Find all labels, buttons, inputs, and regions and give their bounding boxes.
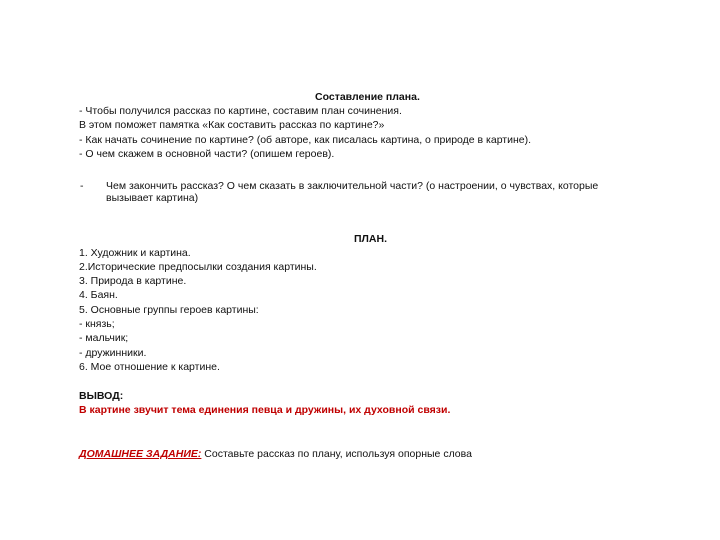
conclusion-label: ВЫВОД: <box>79 390 124 402</box>
homework-label: ДОМАШНЕЕ ЗАДАНИЕ: <box>79 448 202 460</box>
plan-title: ПЛАН. <box>354 233 387 245</box>
intro-line: В этом поможет памятка «Как составить рассказ по картине?» <box>79 119 385 131</box>
plan-subitem: - дружинники. <box>79 347 147 359</box>
plan-item: 6. Мое отношение к картине. <box>79 361 220 373</box>
section-title: Составление плана. <box>315 91 420 103</box>
plan-item: 1. Художник и картина. <box>79 247 191 259</box>
bullet-dash: - <box>80 180 84 192</box>
intro-line: - Чтобы получился рассказ по картине, составим план сочинения. <box>79 105 402 117</box>
intro-line: - О чем скажем в основной части? (опишем героев). <box>79 148 335 160</box>
plan-item: 2.Исторические предпосылки создания картины. <box>79 261 317 273</box>
plan-subitem: - мальчик; <box>79 332 129 344</box>
plan-item: 3. Природа в картине. <box>79 275 187 287</box>
conclusion-text: В картине звучит тема единения певца и дружины, их духовной связи. <box>79 404 451 416</box>
homework-text: Составьте рассказ по плану, используя опорные слова <box>201 448 472 460</box>
intro-line: - Как начать сочинение по картине? (об авторе, как писалась картина, о природе в картине). <box>79 134 532 146</box>
bullet-text: Чем закончить рассказ? О чем сказать в заключительной части? (о настроении, о чувствах, которые вызывает картина) <box>106 180 599 204</box>
homework-line <box>79 448 472 461</box>
plan-item: 5. Основные группы героев картины: <box>79 304 259 316</box>
plan-item: 4. Баян. <box>79 289 118 301</box>
plan-subitem: - князь; <box>79 318 115 330</box>
